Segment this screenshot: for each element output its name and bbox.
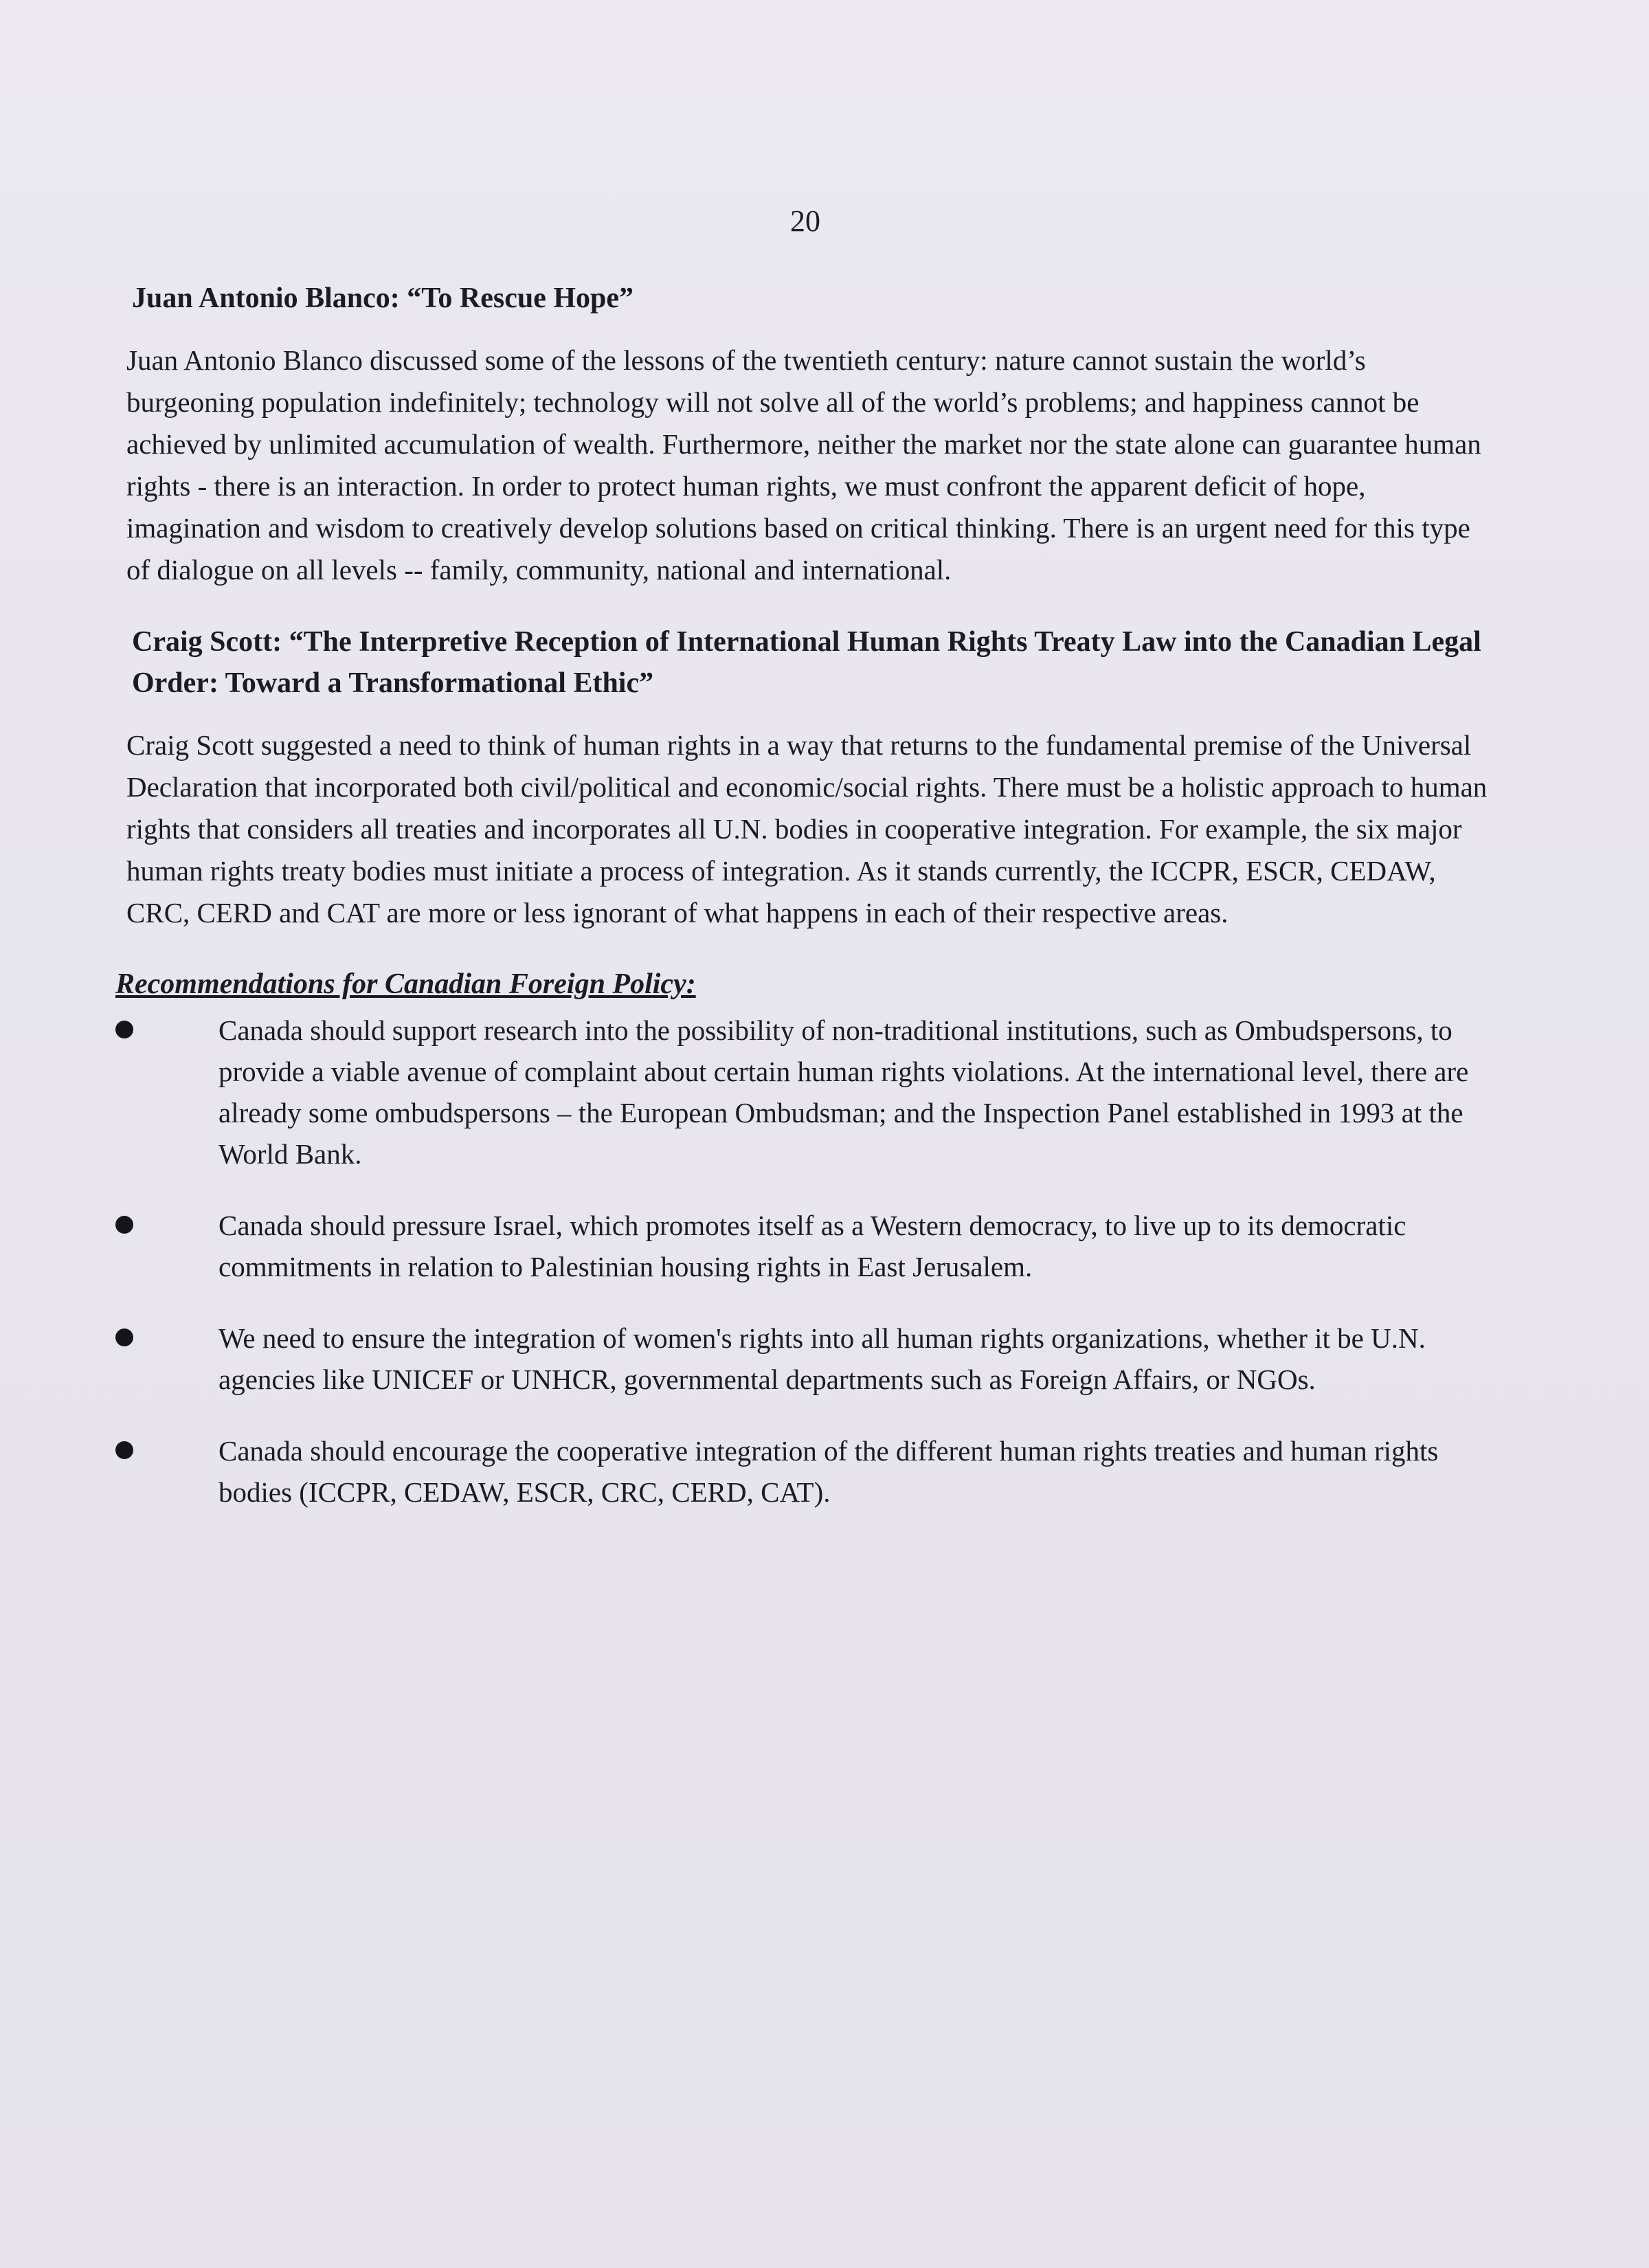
- section-heading: Craig Scott: “The Interpretive Reception of International Human Rights Treaty Law into the Canadian Legal Order: Toward a Transformational Ethic”: [132, 626, 1481, 699]
- page-content: [115, 278, 1490, 1543]
- recommendations-block: [115, 964, 1490, 1513]
- list-item: [115, 1430, 1490, 1513]
- bullet-icon: [115, 1328, 133, 1346]
- bullet-icon: [115, 1021, 133, 1038]
- bullet-icon: [115, 1441, 133, 1459]
- section-paragraph: Craig Scott suggested a need to think of human rights in a way that returns to the fundamental premise of the Universal Declaration that incorporated both civil/political and economic/social rights. There must be a holistic approach to human rights that considers all treaties and incorporates all U.N. bodies in cooperative integration. For example, the six major human rights treaty bodies must initiate a process of integration. As it stands currently, the ICCPR, ESCR, CEDAW, CRC, CERD and CAT are more or less ignorant of what happens in each of their respective areas.: [126, 729, 1488, 929]
- list-item-text: We need to ensure the integration of women's rights into all human rights organizations, whether it be U.N. agencies like UNICEF or UNHCR, governmental departments such as Foreign Affairs, or NGOs.: [218, 1322, 1426, 1395]
- recommendations-title: Recommendations for Canadian Foreign Policy:: [115, 968, 696, 1000]
- bullet-icon: [115, 1216, 133, 1234]
- section-heading: Juan Antonio Blanco: “To Rescue Hope”: [132, 282, 634, 314]
- list-item: [115, 1318, 1490, 1400]
- section-paragraph: Juan Antonio Blanco discussed some of the lessons of the twentieth century: nature cannot sustain the world’s burgeoning population indefinitely; technology will not solve all of the world’s problems; and happiness cannot be achieved by unlimited accumulation of wealth. Furthermore, neither the market nor the state alone can guarantee human rights - there is an interaction. In order to protect human rights, we must confront the apparent deficit of hope, imagination and wisdom to creatively develop solutions based on critical thinking. There is an urgent need for this type of dialogue on all levels -- family, community, national and international.: [126, 344, 1481, 586]
- recommendations-list: [115, 1010, 1490, 1513]
- list-item-text: Canada should support research into the possibility of non-traditional institutions, such as Ombudspersons, to provide a viable avenue of complaint about certain human rights violations. At the international level, there are already some ombudspersons – the European Ombudsman; and the Inspection Panel established in 1993 at the World Bank.: [218, 1014, 1469, 1170]
- section-blanco: [115, 278, 1490, 591]
- section-scott: [115, 621, 1490, 934]
- list-item-text: Canada should pressure Israel, which promotes itself as a Western democracy, to live up to its democratic commitments in relation to Palestinian housing rights in East Jerusalem.: [218, 1210, 1406, 1282]
- list-item: [115, 1010, 1490, 1175]
- list-item-text: Canada should encourage the cooperative integration of the different human rights treaties and human rights bodies (ICCPR, CEDAW, ESCR, CRC, CERD, CAT).: [218, 1435, 1439, 1508]
- list-item: [115, 1205, 1490, 1287]
- page-number: 20: [790, 204, 820, 238]
